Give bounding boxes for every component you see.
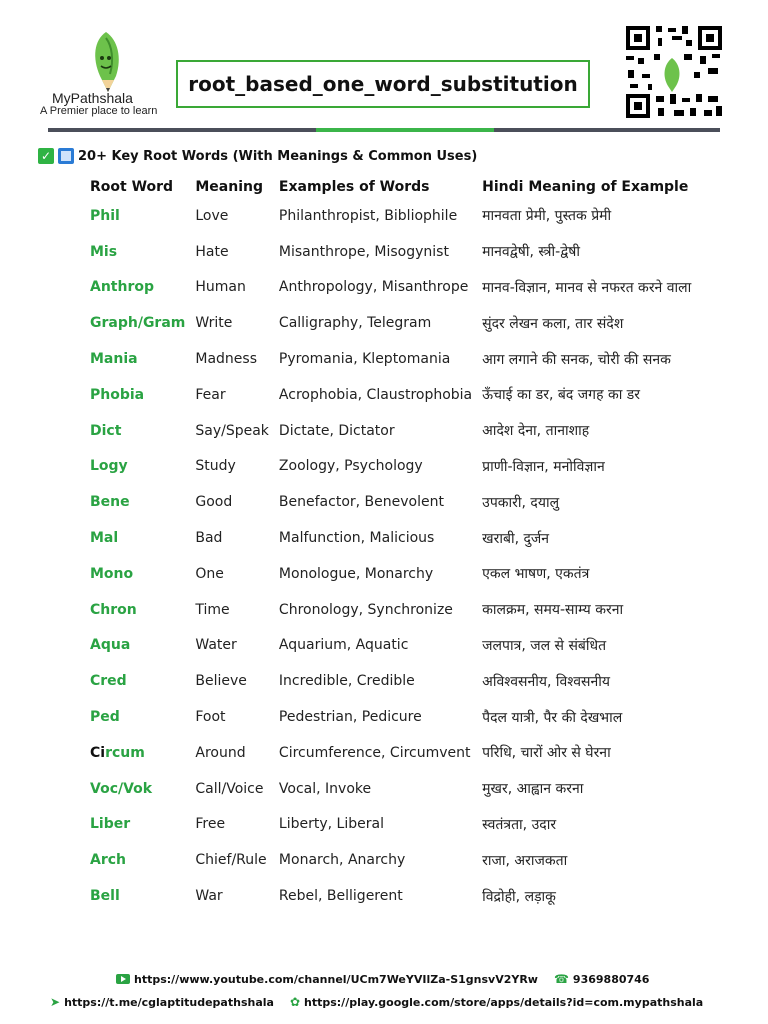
example-words: Malfunction, Malicious (278, 530, 435, 547)
example-words: Aquarium, Aquatic (278, 637, 409, 654)
table-row (84, 699, 695, 735)
root-meaning: Chief/Rule (195, 852, 267, 869)
root-word (84, 735, 189, 771)
pencil-leaf-icon (88, 30, 124, 96)
root-word: Cred (90, 673, 127, 690)
youtube-icon (116, 974, 130, 984)
hindi-meaning: ऊँचाई का डर, बंद जगह का डर (482, 387, 640, 404)
telegram-icon: ➤ (50, 995, 61, 1009)
example-words: Vocal, Invoke (278, 780, 372, 797)
example-words: Incredible, Credible (278, 673, 415, 690)
example-words: Dictate, Dictator (278, 422, 395, 439)
example-words: Monologue, Monarchy (278, 565, 434, 582)
root-meaning: Madness (195, 351, 257, 368)
hindi-meaning: आग लगाने की सनक, चोरी की सनक (482, 351, 671, 368)
table-row (84, 878, 695, 914)
root-word: Aqua (90, 637, 131, 654)
check-icon: ✓ (38, 148, 54, 164)
root-word-prefix: Ci (90, 744, 106, 761)
table-row (84, 842, 695, 878)
hindi-meaning: मानव-विज्ञान, मानव से नफरत करने वाला (482, 279, 692, 296)
root-word: Phil (90, 207, 120, 224)
example-words: Pedestrian, Pedicure (278, 709, 422, 726)
example-words: Acrophobia, Claustrophobia (278, 386, 473, 403)
example-words: Zoology, Psychology (278, 458, 423, 475)
root-meaning: Bad (195, 530, 223, 547)
hindi-meaning: स्वतंत्रता, उदार (482, 816, 557, 833)
table-row (84, 198, 695, 234)
example-words: Monarch, Anarchy (278, 852, 406, 869)
root-meaning: One (195, 565, 224, 582)
hindi-meaning: जलपात्र, जल से संबंधित (482, 637, 607, 654)
phone-number[interactable]: 9369880746 (572, 972, 650, 986)
phone-icon: ☎ (553, 972, 569, 986)
table-row (84, 556, 695, 592)
root-word: Chron (90, 601, 137, 618)
root-word: Mis (90, 243, 118, 260)
example-words: Anthropology, Misanthrope (278, 279, 469, 296)
document-title: root_based_one_word_substitution (188, 72, 578, 96)
root-words-table (84, 176, 695, 914)
document-title-box (176, 60, 590, 108)
section-heading-text: 20+ Key Root Words (With Meanings & Common Uses) (78, 148, 478, 164)
table-row (84, 663, 695, 699)
root-meaning: Say/Speak (195, 422, 269, 439)
root-meaning: Hate (195, 243, 229, 260)
root-meaning: Water (195, 637, 237, 654)
root-word: Phobia (90, 386, 145, 403)
example-words: Liberty, Liberal (278, 816, 384, 833)
example-words: Misanthrope, Misogynist (278, 243, 449, 260)
telegram-link[interactable]: https://t.me/cglaptitudepathshala (64, 995, 274, 1009)
column-header-root: Root Word (90, 179, 174, 195)
root-meaning: Time (195, 601, 230, 618)
brand-name: MyPathshala (52, 90, 133, 106)
root-meaning: Free (195, 816, 226, 833)
root-word: Graph/Gram (90, 315, 186, 332)
hindi-meaning: प्राणी-विज्ञान, मनोविज्ञान (482, 458, 605, 475)
header-divider-accent (316, 128, 494, 132)
android-icon: ✿ (289, 995, 301, 1009)
root-meaning: War (195, 888, 223, 905)
root-word-rest: rcum (105, 744, 145, 761)
hindi-meaning: अविश्वसनीय, विश्वसनीय (482, 673, 610, 690)
example-words: Circumference, Circumvent (278, 744, 471, 761)
hindi-meaning: मानवद्वेषी, स्त्री-द्वेषी (482, 244, 580, 261)
root-word: Anthrop (90, 279, 155, 296)
root-meaning: Human (195, 279, 246, 296)
example-words: Benefactor, Benevolent (278, 494, 444, 511)
footer-line-2 (50, 995, 703, 1009)
table-row (84, 270, 695, 306)
table-row (84, 484, 695, 520)
book-icon (58, 148, 74, 164)
table-row (84, 449, 695, 485)
hindi-meaning: उपकारी, दयालु (482, 494, 560, 511)
hindi-meaning: परिधि, चारों ओर से घेरना (482, 745, 611, 762)
root-meaning: Write (195, 315, 233, 332)
root-word: Ped (90, 709, 120, 726)
root-word: Bell (90, 888, 120, 905)
root-word: Mono (90, 565, 134, 582)
playstore-link[interactable]: https://play.google.com/store/apps/details?id=com.mypathshala (304, 995, 704, 1009)
hindi-meaning: खराबी, दुर्जन (482, 530, 550, 547)
root-meaning: Study (195, 458, 236, 475)
table-row (84, 341, 695, 377)
root-meaning: Foot (195, 709, 226, 726)
table-row (84, 234, 695, 270)
footer-line-1 (116, 972, 649, 986)
section-heading (38, 148, 477, 164)
table-row (84, 377, 695, 413)
brand-tagline: A Premier place to learn (40, 105, 158, 117)
root-word: Bene (90, 494, 130, 511)
hindi-meaning: विद्रोही, लड़ाकू (482, 888, 556, 905)
table-row (84, 520, 695, 556)
hindi-meaning: मुखर, आह्वान करना (482, 781, 584, 798)
qr-code-icon[interactable] (624, 24, 724, 120)
hindi-meaning: पैदल यात्री, पैर की देखभाल (482, 709, 623, 726)
hindi-meaning: सुंदर लेखन कला, तार संदेश (482, 315, 624, 332)
root-meaning: Around (195, 744, 246, 761)
table-row (84, 305, 695, 341)
root-meaning: Love (195, 207, 229, 224)
column-header-meaning: Meaning (195, 179, 264, 195)
example-words: Chronology, Synchronize (278, 601, 453, 618)
hindi-meaning: आदेश देना, तानाशाह (482, 423, 590, 440)
table-row (84, 807, 695, 843)
table-row (84, 413, 695, 449)
hindi-meaning: राजा, अराजकता (482, 852, 568, 869)
root-meaning: Good (195, 494, 233, 511)
column-header-examples: Examples of Words (278, 179, 430, 195)
hindi-meaning: कालक्रम, समय-साम्य करना (482, 602, 624, 619)
example-words: Calligraphy, Telegram (278, 315, 432, 332)
hindi-meaning: मानवता प्रेमी, पुस्तक प्रेमी (482, 208, 612, 225)
column-header-hindi: Hindi Meaning of Example (482, 179, 689, 195)
root-word: Voc/Vok (90, 780, 153, 797)
table-header-row (84, 176, 695, 198)
example-words: Rebel, Belligerent (278, 888, 403, 905)
table-row (84, 771, 695, 807)
root-meaning: Believe (195, 673, 247, 690)
table-row (84, 628, 695, 664)
hindi-meaning: एकल भाषण, एकतंत्र (482, 566, 590, 583)
root-word: Mal (90, 530, 119, 547)
root-word: Liber (90, 816, 131, 833)
root-word: Mania (90, 351, 138, 368)
root-word: Logy (90, 458, 128, 475)
root-meaning: Call/Voice (195, 780, 264, 797)
root-word: Dict (90, 422, 122, 439)
table-row (84, 735, 695, 771)
youtube-link[interactable]: https://www.youtube.com/channel/UCm7WeYVIlZa-S1gnsvV2YRw (134, 972, 538, 986)
example-words: Philanthropist, Bibliophile (278, 207, 458, 224)
example-words: Pyromania, Kleptomania (278, 351, 451, 368)
root-word: Arch (90, 852, 127, 869)
root-meaning: Fear (195, 386, 226, 403)
table-row (84, 592, 695, 628)
